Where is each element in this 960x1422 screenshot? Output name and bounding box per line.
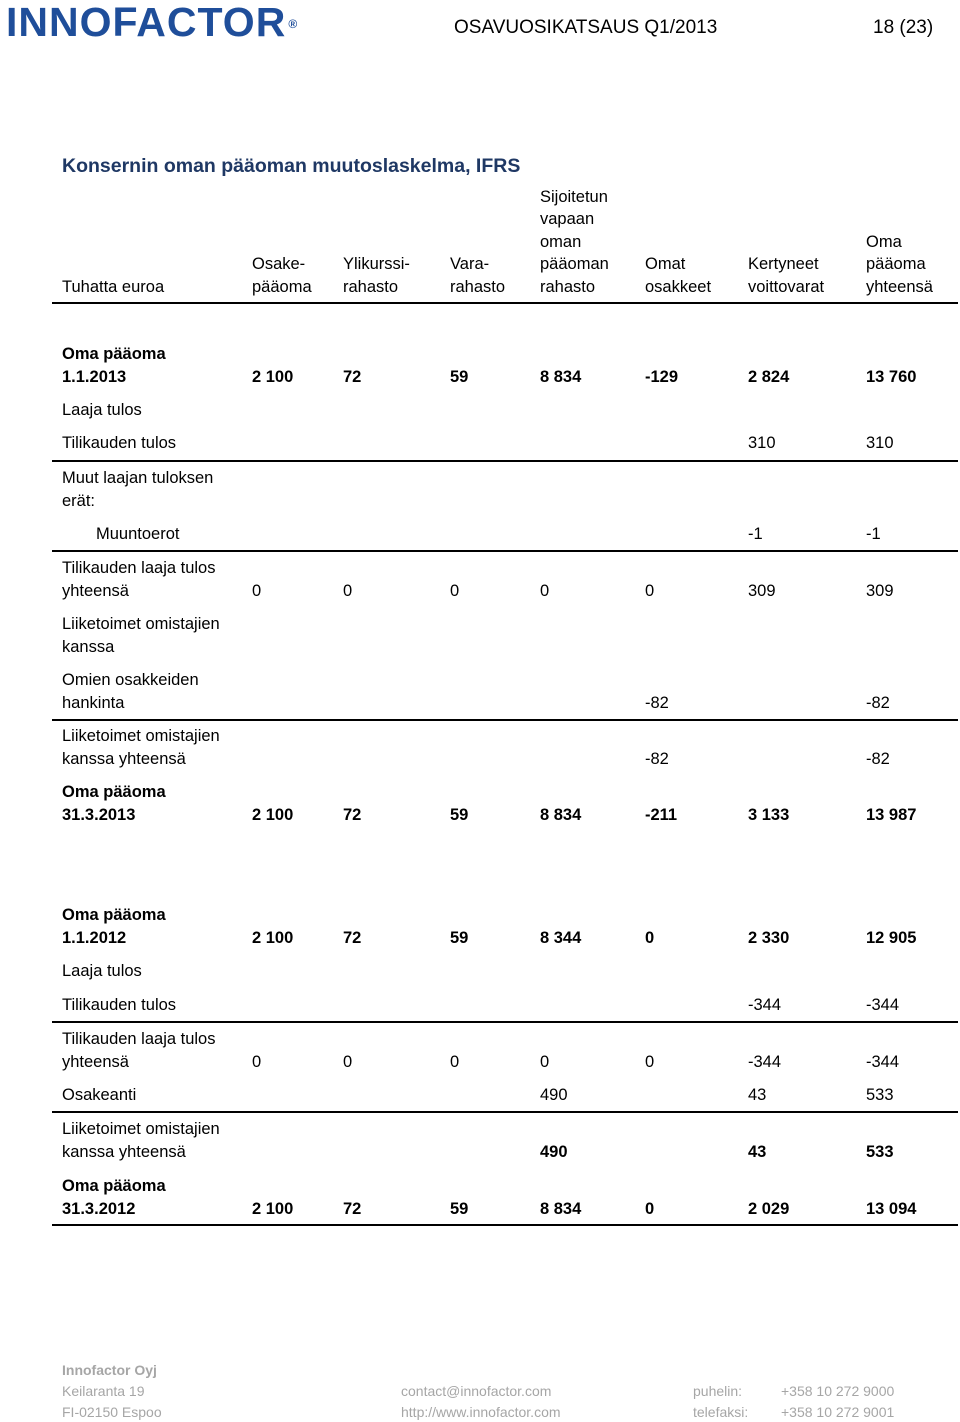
table-cell: 0	[252, 581, 262, 600]
table-cell: 0	[645, 1052, 655, 1071]
table-cell: 309	[748, 581, 776, 600]
footer-postal: FI-02150 Espoo	[62, 1404, 162, 1420]
row-divider	[52, 1021, 958, 1023]
table-cell: 59	[450, 1199, 469, 1218]
table-cell: 13 094	[866, 1199, 917, 1218]
row-label: hankinta	[62, 693, 125, 712]
column-header: rahasto	[450, 277, 506, 296]
table-cell: 8 834	[540, 1199, 582, 1218]
row-label: yhteensä	[62, 581, 129, 600]
table-cell: 310	[866, 434, 894, 452]
footer-street: Keilaranta 19	[62, 1383, 145, 1399]
table-cell: -82	[866, 693, 890, 712]
column-header: yhteensä	[866, 277, 933, 296]
column-header: Omat	[645, 255, 686, 273]
table-cell: -344	[866, 996, 900, 1014]
row-label: kanssa	[62, 637, 115, 656]
row-label: kanssa yhteensä	[62, 749, 186, 768]
column-header-label: Tuhatta euroa	[62, 277, 165, 296]
footer-fax: +358 10 272 9001	[781, 1404, 895, 1420]
row-divider	[52, 719, 958, 721]
table-cell: 13 760	[866, 367, 917, 386]
table-cell: 0	[540, 1052, 550, 1071]
table-cell: 0	[645, 1199, 655, 1218]
table-cell: 8 834	[540, 367, 582, 386]
table-cell: 533	[866, 1142, 894, 1161]
table-cell: 43	[748, 1086, 767, 1104]
column-header: Osake-	[252, 255, 306, 273]
row-label: erät:	[62, 491, 96, 510]
row-label: Muuntoerot	[96, 525, 180, 543]
table-cell: 72	[343, 367, 362, 386]
table-cell: 2 100	[252, 1199, 294, 1218]
row-label: Omien osakkeiden	[62, 671, 199, 689]
page-title: Konsernin oman pääoman muutoslaskelma, IFRS	[62, 155, 521, 177]
table-cell: 0	[540, 581, 550, 600]
report-title: OSAVUOSIKATSAUS Q1/2013	[454, 17, 718, 38]
column-header: rahasto	[540, 277, 596, 296]
table-cell: 13 987	[866, 805, 917, 824]
table-cell: 2 029	[748, 1199, 790, 1218]
column-header: Kertyneet	[748, 255, 819, 273]
table-cell: 2 100	[252, 928, 294, 947]
row-label: Tilikauden tulos	[62, 434, 177, 452]
table-cell: -82	[866, 749, 890, 768]
footer-web[interactable]: http://www.innofactor.com	[401, 1404, 561, 1420]
footer-phone-label: puhelin:	[693, 1383, 743, 1399]
table-cell: 0	[645, 928, 655, 947]
footer-company: Innofactor Oyj	[62, 1362, 157, 1378]
footer-fax-label: telefaksi:	[693, 1404, 749, 1420]
table-cell: -344	[748, 1052, 782, 1071]
table-cell: 309	[866, 581, 894, 600]
header-divider	[52, 302, 958, 304]
table-cell: 0	[252, 1052, 262, 1071]
table-cell: -211	[645, 805, 678, 824]
table-cell: -344	[866, 1052, 900, 1071]
column-header: pääoma	[866, 255, 926, 273]
table-cell: -82	[645, 749, 669, 768]
row-label: 31.3.2012	[62, 1199, 136, 1218]
row-label: Oma pääoma	[62, 345, 166, 363]
table-cell: 2 330	[748, 928, 790, 947]
footer-phone: +358 10 272 9000	[781, 1383, 895, 1399]
table-cell: 8 834	[540, 805, 582, 824]
row-label: Osakeanti	[62, 1086, 137, 1104]
column-header: oman	[540, 232, 582, 251]
table-cell: 72	[343, 1199, 362, 1218]
table-cell: 0	[450, 1052, 460, 1071]
table-cell: -1	[866, 525, 881, 543]
table-cell: 8 344	[540, 928, 582, 947]
row-label: kanssa yhteensä	[62, 1142, 186, 1161]
row-label: 31.3.2013	[62, 805, 136, 824]
table-cell: -344	[748, 996, 782, 1014]
table-cell: 3 133	[748, 805, 790, 824]
table-cell: 72	[343, 928, 362, 947]
row-label: Oma pääoma	[62, 783, 166, 801]
row-label: Oma pääoma	[62, 1177, 166, 1195]
table-cell: -1	[748, 525, 763, 543]
column-header: pääoman	[540, 255, 609, 273]
row-label: 1.1.2013	[62, 367, 127, 386]
row-label: Tilikauden laaja tulos	[62, 1030, 216, 1048]
row-label: yhteensä	[62, 1052, 129, 1071]
table-cell: 2 824	[748, 367, 790, 386]
row-label: 1.1.2012	[62, 928, 127, 947]
column-header: osakkeet	[645, 277, 712, 296]
column-header: Vara-	[450, 255, 490, 273]
column-header: Ylikurssi-	[343, 255, 410, 273]
table-cell: 0	[645, 581, 655, 600]
footer-email[interactable]: contact@innofactor.com	[401, 1383, 552, 1399]
row-label: Laaja tulos	[62, 962, 142, 980]
table-cell: 12 905	[866, 928, 917, 947]
row-label: Laaja tulos	[62, 401, 142, 419]
row-divider	[52, 1224, 958, 1226]
row-label: Liiketoimet omistajien	[62, 727, 220, 745]
row-label: Tilikauden tulos	[62, 996, 177, 1014]
table-cell: 0	[343, 1052, 353, 1071]
table-cell: 72	[343, 805, 362, 824]
table-cell: 2 100	[252, 805, 294, 824]
column-header: Oma	[866, 232, 902, 251]
table-cell: -129	[645, 367, 679, 386]
table-cell: 43	[748, 1142, 767, 1161]
table-cell: -82	[645, 693, 669, 712]
row-label: Liiketoimet omistajien	[62, 615, 220, 633]
table-cell: 490	[540, 1086, 568, 1104]
table-cell: 2 100	[252, 367, 294, 386]
row-divider	[52, 1111, 958, 1113]
row-divider	[52, 460, 958, 462]
column-header: voittovarat	[748, 277, 825, 296]
row-divider	[52, 550, 958, 552]
table-cell: 490	[540, 1142, 568, 1161]
row-label: Tilikauden laaja tulos	[62, 559, 216, 577]
column-header: rahasto	[343, 277, 399, 296]
company-logo: INNOFACTOR ®	[6, 0, 299, 45]
page-number: 18 (23)	[873, 17, 934, 38]
table-cell: 533	[866, 1086, 894, 1104]
table-cell: 59	[450, 805, 469, 824]
table-cell: 59	[450, 367, 469, 386]
row-label: Liiketoimet omistajien	[62, 1120, 220, 1138]
table-cell: 310	[748, 434, 776, 452]
table-cell: 0	[450, 581, 460, 600]
table-cell: 59	[450, 928, 469, 947]
column-header: Sijoitetun	[540, 187, 608, 206]
table-cell: 0	[343, 581, 353, 600]
column-header: vapaan	[540, 210, 595, 228]
column-header: pääoma	[252, 277, 312, 296]
row-label: Muut laajan tuloksen	[62, 469, 214, 487]
row-label: Oma pääoma	[62, 906, 166, 924]
